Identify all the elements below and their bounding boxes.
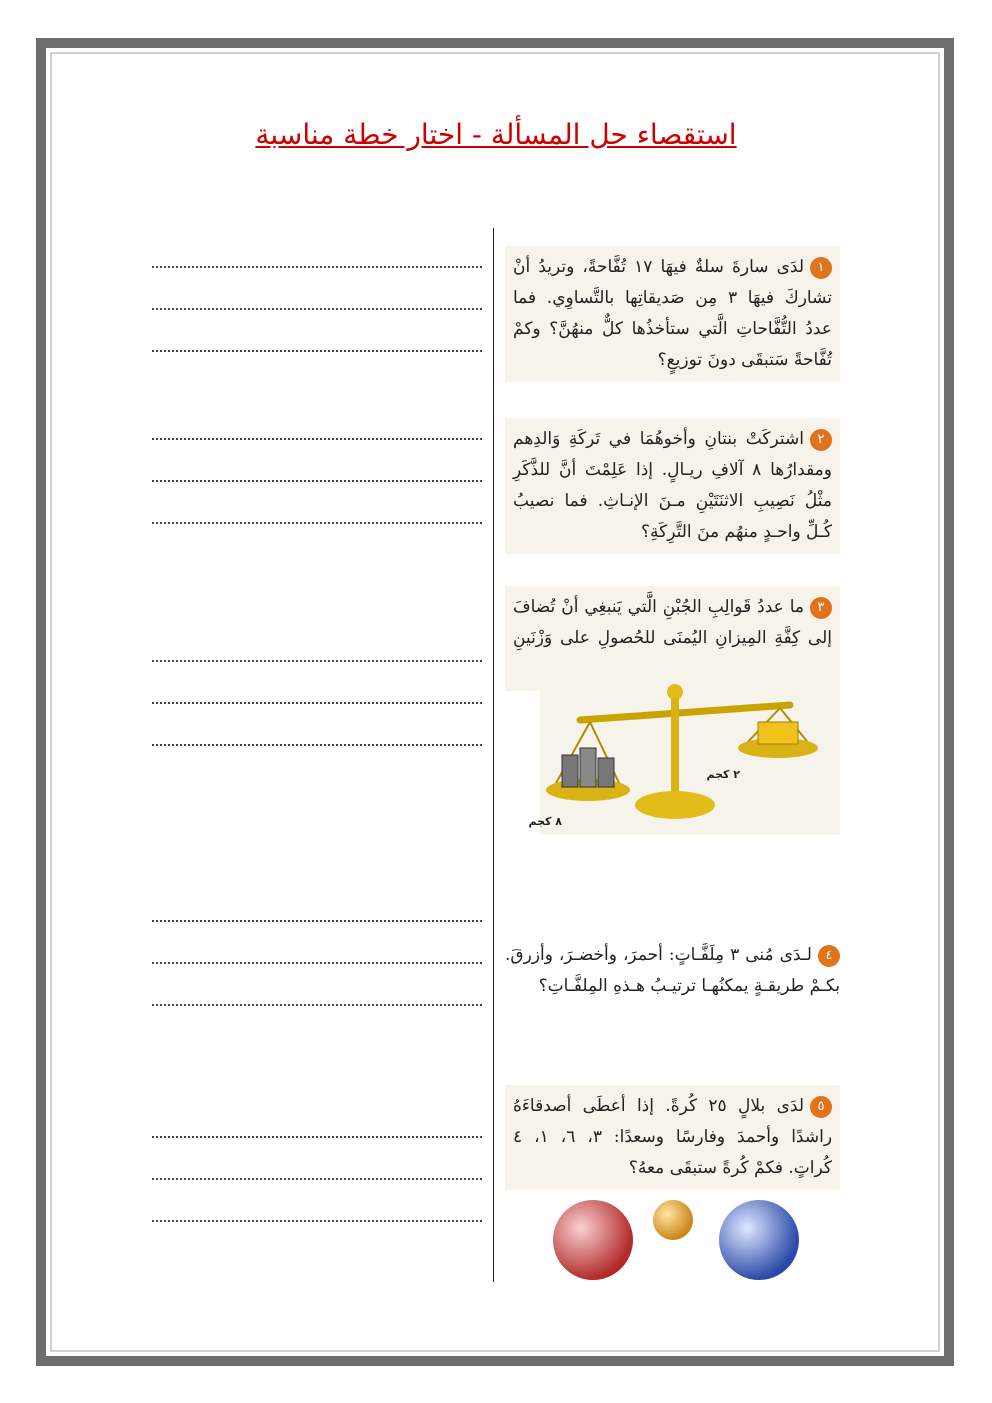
question-5	[505, 1085, 840, 1190]
question-number-badge: ٤	[818, 945, 840, 967]
answer-line[interactable]	[152, 522, 482, 524]
left-pan-weight-label: ٨ كجم	[528, 815, 562, 828]
marbles-illustration	[545, 1195, 845, 1285]
answer-line[interactable]	[152, 702, 482, 704]
answer-line[interactable]	[152, 1178, 482, 1180]
question-4	[505, 940, 840, 1002]
column-divider	[493, 228, 494, 1282]
question-text: اشتركَتْ بنتانِ وأخوهُمَا في تَركَةِ وَالدِهم ومقدارُها ٨ آلافِ ريـالٍ. إذا عَلِمْتَ أنَّ للذَّكَرِ مثْلُ نَصِيبِ الاثنَتَيْنِ مـنَ الإنـاثِ. فما نصيبُ كُـلِّ واحـدٍ منهُم منَ التَّرِكَةِ؟	[513, 429, 832, 542]
answer-line[interactable]	[152, 660, 482, 662]
answer-line[interactable]	[152, 308, 482, 310]
right-pan-weight-label: ٢ كجم	[706, 768, 740, 781]
question-number-badge: ٣	[810, 597, 832, 619]
question-text: لدَى سارةَ سلةٌ فيهَا ١٧ تُفَّاحةً، وتريدُ أنْ تشاركَ فيهَا ٣ مِن صَديقاتِها بالتَّساوِي. فما عددُ التُّفَّاحاتِ الَّتي ستأخذُها كلٌّ منهُنَّ؟ وكمْ تُفَّاحةً سَتبقَى دونَ توزيعٍ؟	[513, 257, 832, 370]
answer-line[interactable]	[152, 266, 482, 268]
balance-scale-illustration	[528, 660, 840, 835]
question-2	[505, 418, 840, 554]
page-title: استقصاء حل المسألة - اختار خطة مناسبة	[255, 118, 737, 151]
question-number-badge: ١	[810, 257, 832, 279]
answer-line[interactable]	[152, 920, 482, 922]
question-text: ما عددُ قَوالِبِ الجُبْنِ الَّتي يَنبغِي أنْ تُضافَ إلى كِفَّةِ المِيزانِ اليُمنَى للحُصولِ على وَزْنَينِ	[513, 597, 832, 648]
answer-line[interactable]	[152, 480, 482, 482]
answer-line[interactable]	[152, 1136, 482, 1138]
answer-line[interactable]	[152, 438, 482, 440]
answer-line[interactable]	[152, 350, 482, 352]
question-1	[505, 246, 840, 382]
question-text: لدَى بلالٍ ٢٥ كُرةً. إذا أعطَى أصدقاءَهُ راشدًا وأحمدَ وفارسًا وسعدًا: ٣، ٦، ١، ٤ كُراتٍ. فكمْ كُرةً ستبقَى معهُ؟	[513, 1096, 833, 1178]
question-text: لـدَى مُنى ٣ مِلَفَّـاتٍ: أحمرَ، وأخضـرَ، وأزرقَ. بكـمْ طريقـةٍ يمكنُهـا ترتيـبُ هـذهِ المِلفَّـاتِ؟	[505, 945, 840, 996]
answer-line[interactable]	[152, 744, 482, 746]
answer-line[interactable]	[152, 1220, 482, 1222]
question-number-badge: ٢	[810, 429, 832, 451]
question-number-badge: ٥	[810, 1096, 832, 1118]
answer-line[interactable]	[152, 1004, 482, 1006]
answer-line[interactable]	[152, 962, 482, 964]
